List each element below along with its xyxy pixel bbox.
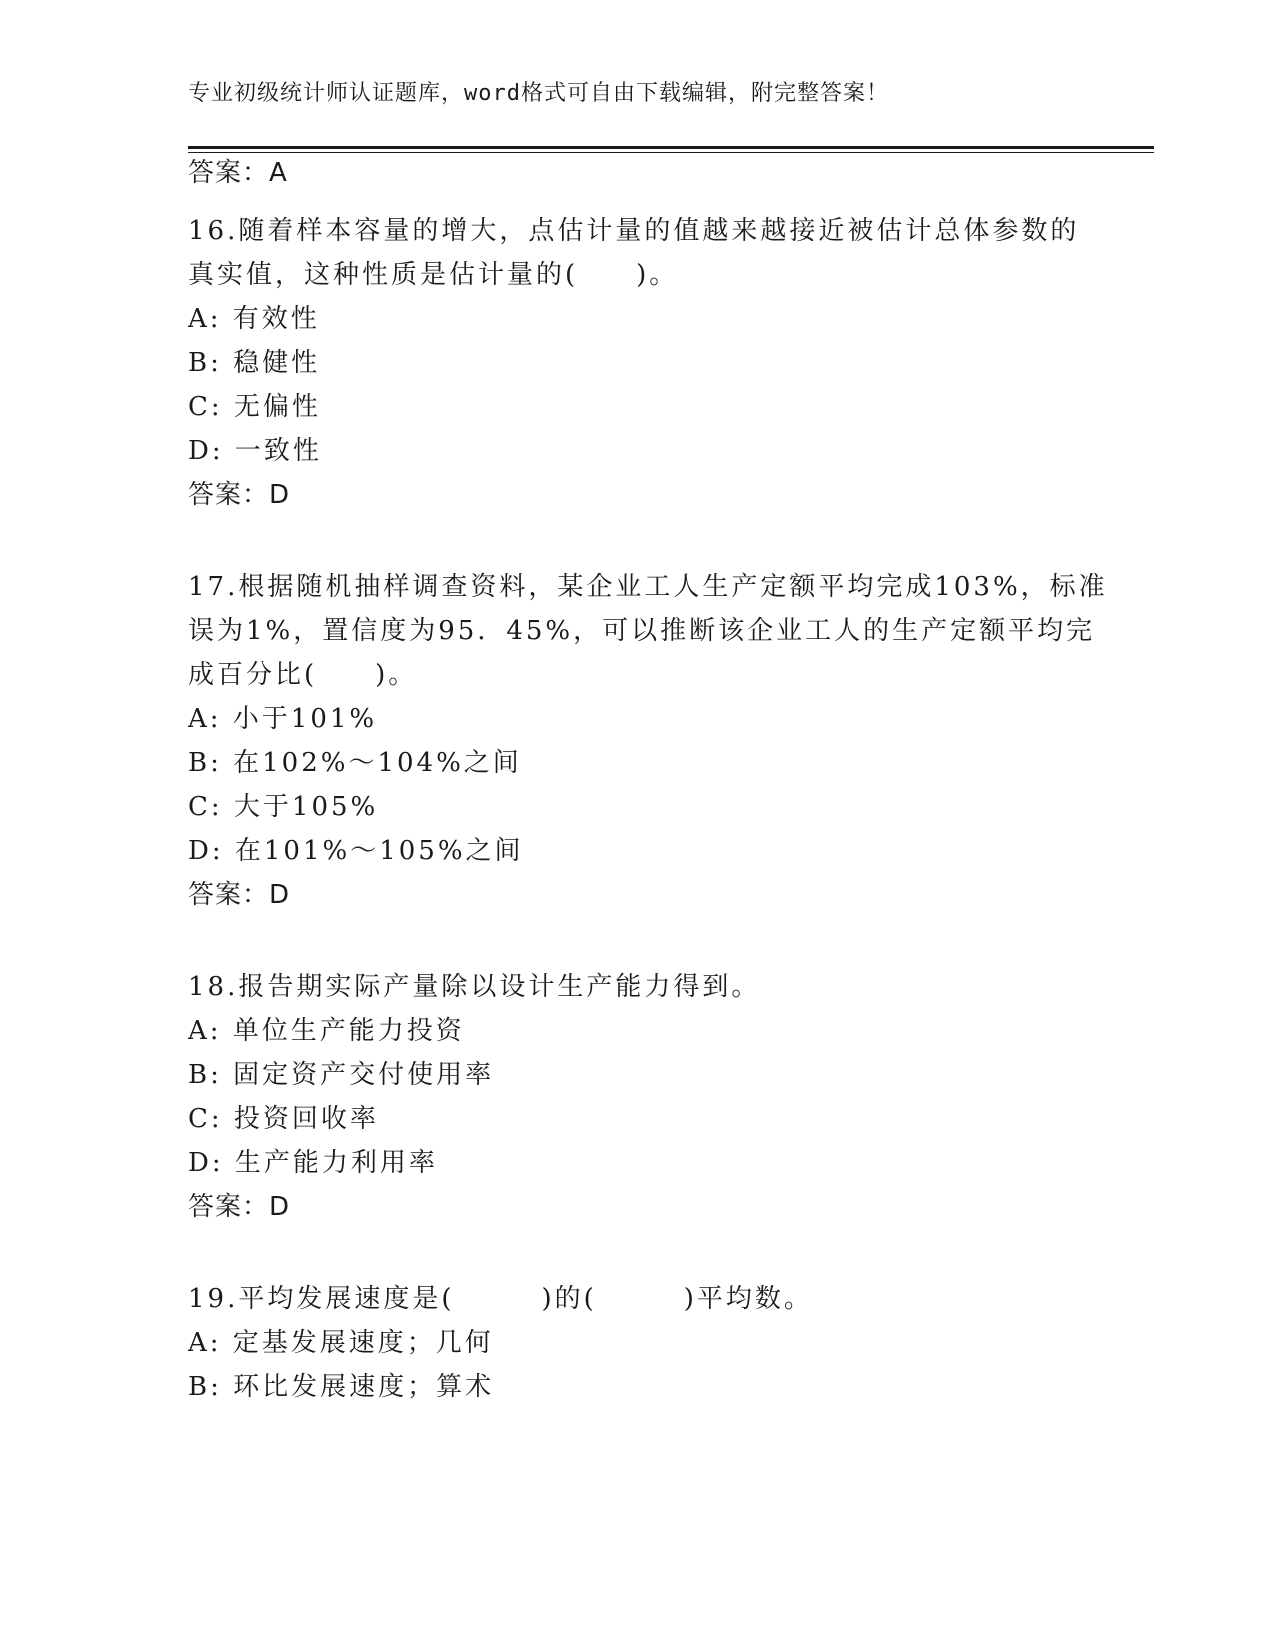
- question-16-option-a: A: 有效性: [188, 304, 320, 334]
- question-17-answer: 答案：D: [188, 880, 291, 910]
- question-17-line-1: 17.根据随机抽样调查资料，某企业工人生产定额平均完成103%，标准: [188, 572, 1108, 602]
- question-16-option-d: D: 一致性: [188, 436, 322, 466]
- question-16-option-b: B: 稳健性: [188, 348, 321, 378]
- question-18-option-a: A: 单位生产能力投资: [188, 1016, 465, 1046]
- question-19-option-b: B: 环比发展速度；算术: [188, 1372, 495, 1402]
- question-16-option-c: C: 无偏性: [188, 392, 321, 422]
- question-17-line-3: 成百分比( )。: [188, 660, 418, 690]
- question-18-option-d: D: 生产能力利用率: [188, 1148, 438, 1178]
- question-18-option-c: C: 投资回收率: [188, 1104, 379, 1134]
- question-17-option-b: B: 在102%～104%之间: [188, 748, 522, 778]
- question-17-option-d: D: 在101%～105%之间: [188, 836, 524, 866]
- header-divider: [188, 146, 1154, 149]
- question-18-option-b: B: 固定资产交付使用率: [188, 1060, 495, 1090]
- header-divider-thin: [188, 152, 1154, 153]
- question-19-line-1: 19.平均发展速度是( )的( )平均数。: [188, 1284, 813, 1314]
- answer-line: 答案：A: [188, 158, 288, 188]
- question-16-line-2: 真实值，这种性质是估计量的( )。: [188, 260, 679, 290]
- question-18-answer: 答案：D: [188, 1192, 291, 1222]
- question-16-line-1: 16.随着样本容量的增大，点估计量的值越来越接近被估计总体参数的: [188, 216, 1080, 246]
- question-17-option-a: A: 小于101%: [188, 704, 378, 734]
- question-18-line-1: 18.报告期实际产量除以设计生产能力得到。: [188, 972, 761, 1002]
- question-16-answer: 答案：D: [188, 480, 291, 510]
- question-17-line-2: 误为1%，置信度为95．45%，可以推断该企业工人的生产定额平均完: [188, 616, 1096, 646]
- question-17-option-c: C: 大于105%: [188, 792, 379, 822]
- page-header: 专业初级统计师认证题库，word格式可自由下载编辑，附完整答案！: [188, 81, 889, 106]
- question-19-option-a: A: 定基发展速度；几何: [188, 1328, 494, 1358]
